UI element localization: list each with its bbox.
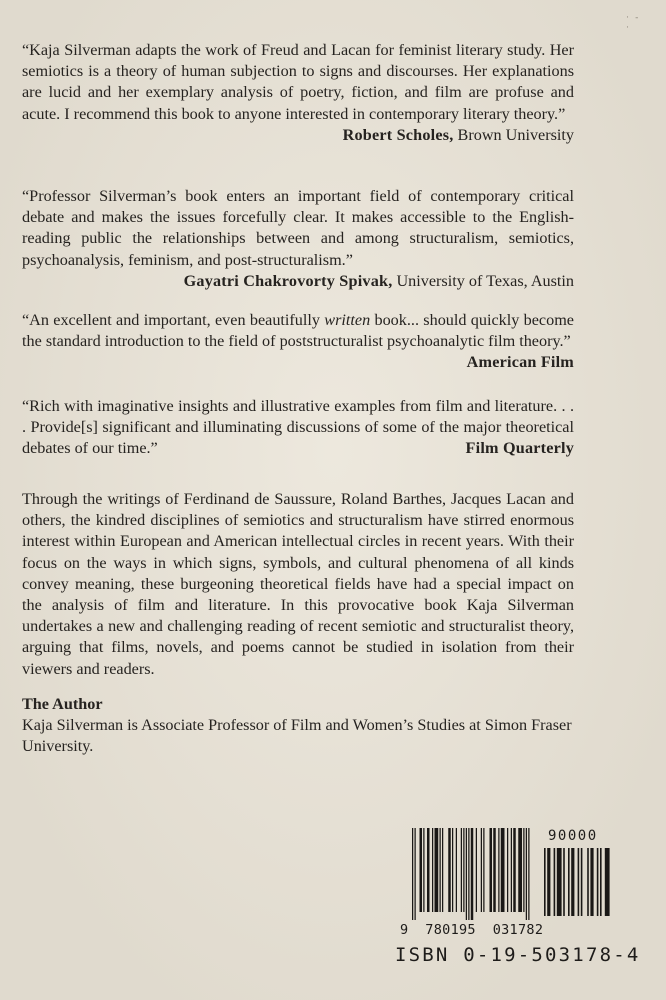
barcode-bar (466, 828, 467, 920)
barcode-bar (412, 828, 413, 920)
barcode-bar (471, 828, 474, 920)
barcode-bar (427, 828, 430, 912)
review-quote-spivak (22, 186, 574, 292)
barcode-bar (528, 828, 529, 920)
quote-attribution (22, 125, 574, 146)
barcode-bar (493, 828, 496, 912)
barcode-bar (557, 848, 562, 916)
author-heading: The Author (22, 695, 103, 713)
barcode-bar (423, 828, 424, 912)
barcode-bar (435, 828, 439, 912)
barcode-bar (501, 828, 505, 912)
quote-text-part: book... should quickly become the standard introduction to the field of poststructuralist psychoanalytic film theory.” (22, 311, 574, 351)
barcode-bar (581, 848, 583, 916)
barcode-bar (507, 828, 508, 912)
about-author (22, 694, 574, 758)
barcode-bar (590, 848, 593, 916)
barcode-bar (498, 828, 499, 912)
ean-digits: 9 780195 031782 (400, 922, 544, 938)
barcode-bar (456, 828, 457, 912)
barcode-bar (476, 828, 477, 912)
barcode-bar (518, 828, 522, 912)
author-bio: Kaja Silverman is Associate Professor of Film and Women’s Studies at Simon Fraser University. (22, 716, 572, 756)
barcode-bar (448, 828, 451, 912)
ean-barcode-bars (412, 828, 537, 920)
barcode-bar (600, 848, 602, 916)
barcode-bar (554, 848, 556, 916)
quote-text: “Kaja Silverman adapts the work of Freud and Lacan for feminist literary study. Her semiotics is a theory of human subjection to signs and discourses. Her explanations are lucid and her exemplary analysis of poetry, fiction, and film are profuse and acute. I recommend this book to anyone interested in contemporary literary theory.” (22, 41, 574, 123)
barcode-bar (468, 828, 469, 920)
quote-text-italic: written (324, 311, 371, 329)
description-text: Through the writings of Ferdinand de Saussure, Roland Barthes, Jacques Lacan and others, the kindred disciplines of semiotics and structuralism have stirred enormous interest within European and American intellectual circles in recent years. With their focus on the ways in which signs, symbols, and cultural phenomena of all kinds convey meaning, these burgeoning theoretical fields have had a special impact on the analysis of film and literature. In this provocative book Kaja Silverman undertakes a new and challenging reading of recent semiotic and structuralist theory, arguing that films, novels, and poems cannot be studied in isolation from their viewers and readers. (22, 490, 574, 678)
quote-text (22, 310, 574, 372)
barcode-bar (415, 828, 416, 920)
barcode-bar (513, 828, 516, 912)
quote-source: American Film (466, 353, 574, 372)
barcode-bar (452, 828, 453, 912)
barcode-bar (568, 848, 570, 916)
barcode-bar (490, 828, 493, 912)
isbn-number: ISBN 0-19-503178-4 (395, 944, 641, 966)
barcode-bar (578, 848, 580, 916)
barcode-bar (481, 828, 482, 912)
book-description (22, 489, 574, 680)
review-quote-film-quarterly (22, 396, 574, 460)
barcode-bar (511, 828, 512, 912)
quote-text-part: “An excellent and important, even beautifully (22, 311, 325, 329)
quote-attribution (22, 271, 574, 292)
quote-text: “Professor Silverman’s book enters an important field of contemporary critical debate and makes the issues forcefully clear. It makes accessible to the English-reading public the relationships between and among structuralism, semiotics, psychoanalysis, feminism, and post-structuralism.” (22, 187, 574, 269)
quote-text-part: “Rich with imaginative insights and illustrative examples from film and literature. . . . Provide[s] significant and illuminating discussions of some of the major theoretical debates of our time.” (22, 397, 574, 458)
barcode-bar (463, 828, 464, 912)
barcode-bar (523, 828, 524, 912)
barcode-bar (483, 828, 484, 912)
barcode-bar (605, 848, 610, 916)
corner-mark: · - · (626, 12, 641, 32)
attribution-affiliation: University of Texas, Austin (392, 271, 574, 290)
barcode-bar (563, 848, 565, 916)
price-addon-digits: 90000 (548, 828, 598, 844)
barcode-bar (440, 828, 441, 912)
review-quote-american-film (22, 310, 574, 374)
barcode-bar (420, 828, 423, 912)
barcode-bar (461, 828, 462, 912)
quote-source: Film Quarterly (465, 439, 574, 458)
quote-text (22, 396, 574, 460)
barcode-bar (587, 848, 589, 916)
attribution-name: Gayatri Chakrovorty Spivak, (183, 271, 393, 290)
barcode-bar (597, 848, 599, 916)
attribution-affiliation: Brown University (453, 125, 574, 144)
barcode-bar (547, 848, 550, 916)
barcode-bar (571, 848, 574, 916)
barcode-bar (442, 828, 443, 912)
isbn-barcode (400, 822, 620, 944)
barcode-bar (432, 828, 433, 912)
barcode-bar (544, 848, 546, 916)
review-quote-scholes (22, 40, 574, 146)
price-addon-bars (544, 848, 614, 924)
barcode-bar (526, 828, 527, 920)
attribution-name: Robert Scholes, (342, 125, 454, 144)
